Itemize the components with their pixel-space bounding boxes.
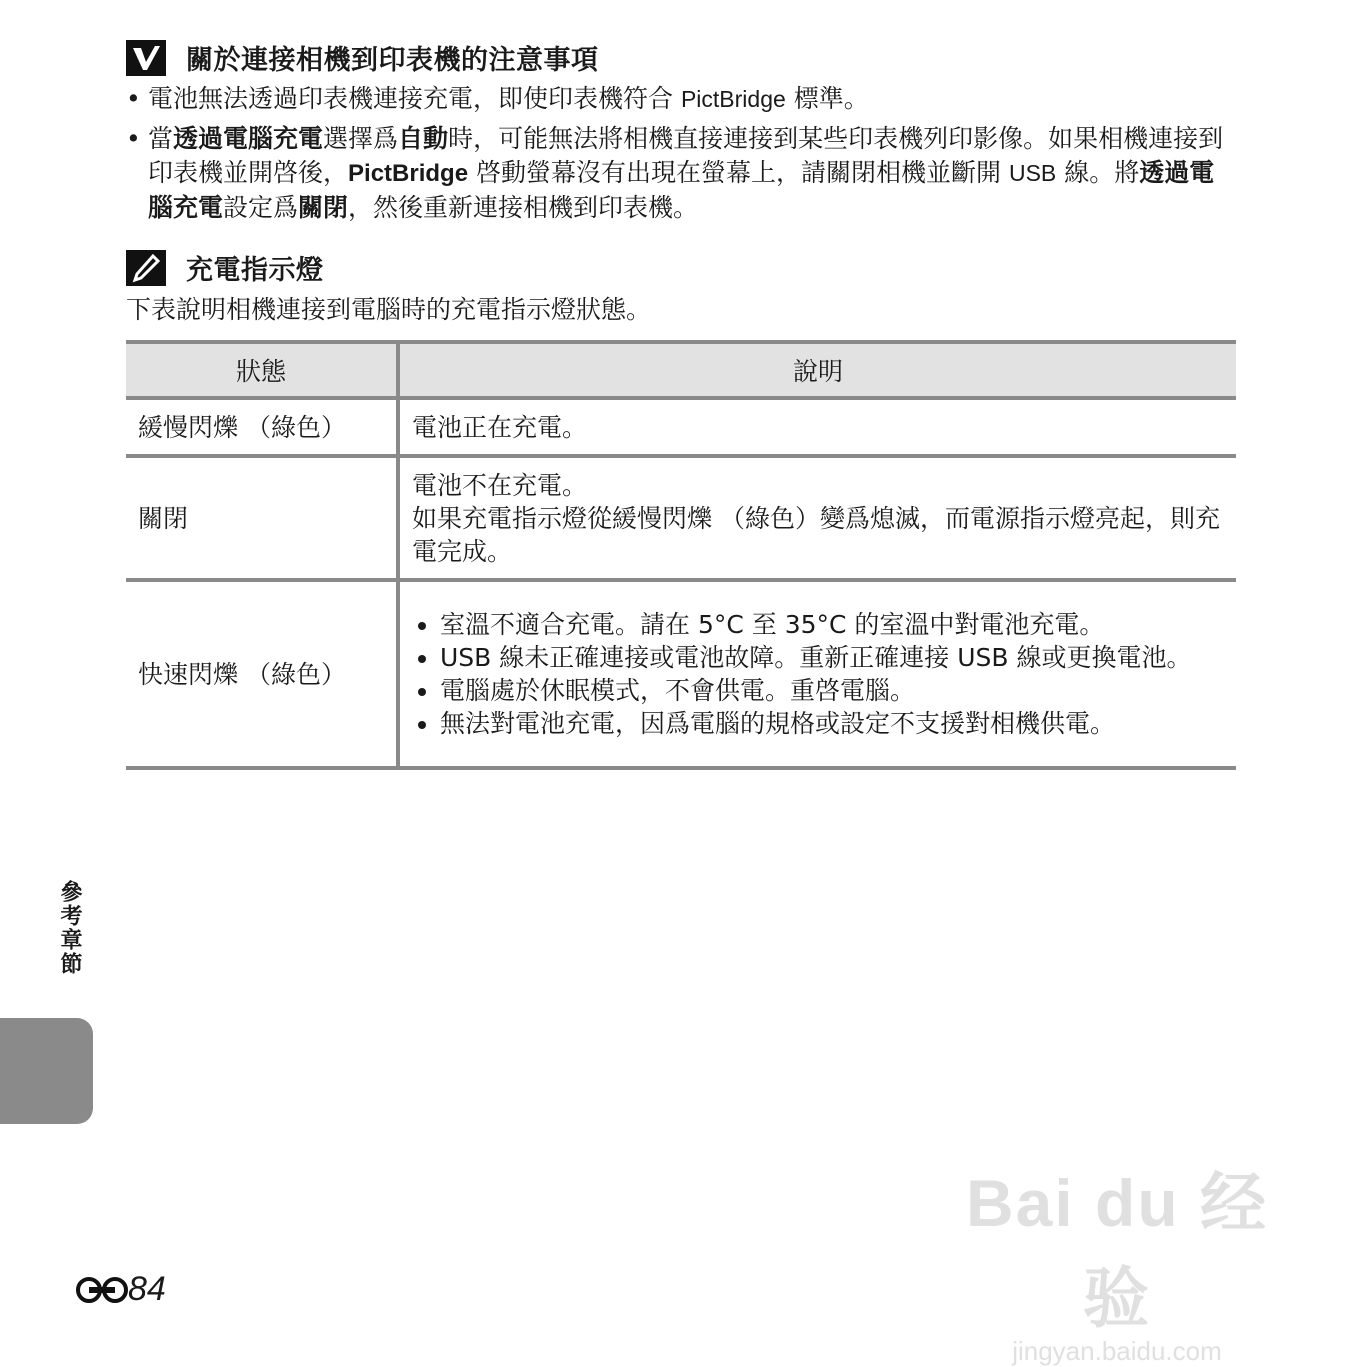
charge-indicator-table bbox=[126, 340, 1236, 770]
text: 當 bbox=[148, 124, 174, 153]
reference-icon bbox=[76, 1275, 128, 1305]
status-cell: 快速閃爍 （綠色） bbox=[126, 580, 398, 768]
description-line: 電池不在充電。 bbox=[412, 470, 588, 500]
checkmark-icon bbox=[126, 40, 166, 76]
watermark-logo: Bai du 经验 bbox=[965, 1166, 1268, 1335]
text: 設定爲 bbox=[223, 193, 299, 222]
page-number bbox=[76, 1270, 166, 1309]
status-cell: 關閉 bbox=[126, 456, 398, 580]
text: ，然後重新連接相機到印表機。 bbox=[348, 193, 699, 222]
list-item: • 電腦處於休眠模式，不會供電。重啓電腦。 bbox=[440, 674, 1224, 707]
text: 標準。 bbox=[785, 84, 869, 113]
intro-text: 下表說明相機連接到電腦時的充電指示燈狀態。 bbox=[126, 295, 652, 324]
page-number-text: 84 bbox=[128, 1270, 166, 1308]
table-header-row bbox=[126, 342, 1236, 398]
caution-bullets bbox=[126, 82, 1238, 231]
caution-bullet-1 bbox=[126, 82, 1238, 116]
description-cell bbox=[398, 456, 1236, 580]
text: 電池無法透過印表機連接充電，即使印表機符合 bbox=[148, 84, 681, 113]
pencil-icon bbox=[126, 250, 166, 286]
cause-list bbox=[412, 608, 1224, 740]
text: USB bbox=[1008, 160, 1057, 186]
watermark-url: jingyan.baidu.com bbox=[1012, 1336, 1222, 1366]
text: 選擇爲 bbox=[323, 124, 399, 153]
caution-bullet-2 bbox=[126, 122, 1238, 225]
header-status: 狀態 bbox=[126, 342, 398, 398]
note-heading bbox=[126, 248, 324, 287]
text: 啓動螢幕沒有出現在螢幕上，請關閉相機並斷開 bbox=[468, 158, 1009, 187]
list-item: • 無法對電池充電，因爲電腦的規格或設定不支援對相機供電。 bbox=[440, 707, 1224, 740]
caution-heading bbox=[126, 38, 599, 77]
table-row bbox=[126, 398, 1236, 456]
menu-term: 關閉 bbox=[298, 193, 349, 222]
watermark bbox=[952, 1150, 1282, 1367]
section-side-label: 參考章節 bbox=[57, 880, 82, 976]
status-cell: 緩慢閃爍 （綠色） bbox=[126, 398, 398, 456]
description-cell bbox=[398, 580, 1236, 768]
menu-term: PictBridge bbox=[348, 160, 469, 187]
description-line: 如果充電指示燈從緩慢閃爍 （綠色）變爲熄滅，而電源指示燈亮起，則充電完成。 bbox=[412, 503, 1220, 566]
description-cell: 電池正在充電。 bbox=[398, 398, 1236, 456]
table-row bbox=[126, 580, 1236, 768]
header-description: 說明 bbox=[398, 342, 1236, 398]
caution-title: 關於連接相機到印表機的注意事項 bbox=[186, 45, 599, 76]
list-item: • 室溫不適合充電。請在 5°C 至 35°C 的室溫中對電池充電。 bbox=[440, 608, 1224, 641]
table-row bbox=[126, 456, 1236, 580]
list-item: • USB 線未正確連接或電池故障。重新正確連接 USB 線或更換電池。 bbox=[440, 641, 1224, 674]
text: 線。將 bbox=[1056, 158, 1140, 187]
note-title: 充電指示燈 bbox=[186, 255, 324, 286]
text: PictBridge bbox=[680, 86, 786, 112]
menu-term: 自動 bbox=[398, 124, 449, 153]
text: 時，可能無法將相機直接連接到某些印表機列印影像。如果相機連接到印表機並開啓後， bbox=[148, 124, 1224, 187]
section-tab bbox=[0, 1018, 93, 1124]
menu-term: 透過電腦充電 bbox=[148, 158, 1215, 222]
menu-term: 透過電腦充電 bbox=[173, 124, 324, 153]
